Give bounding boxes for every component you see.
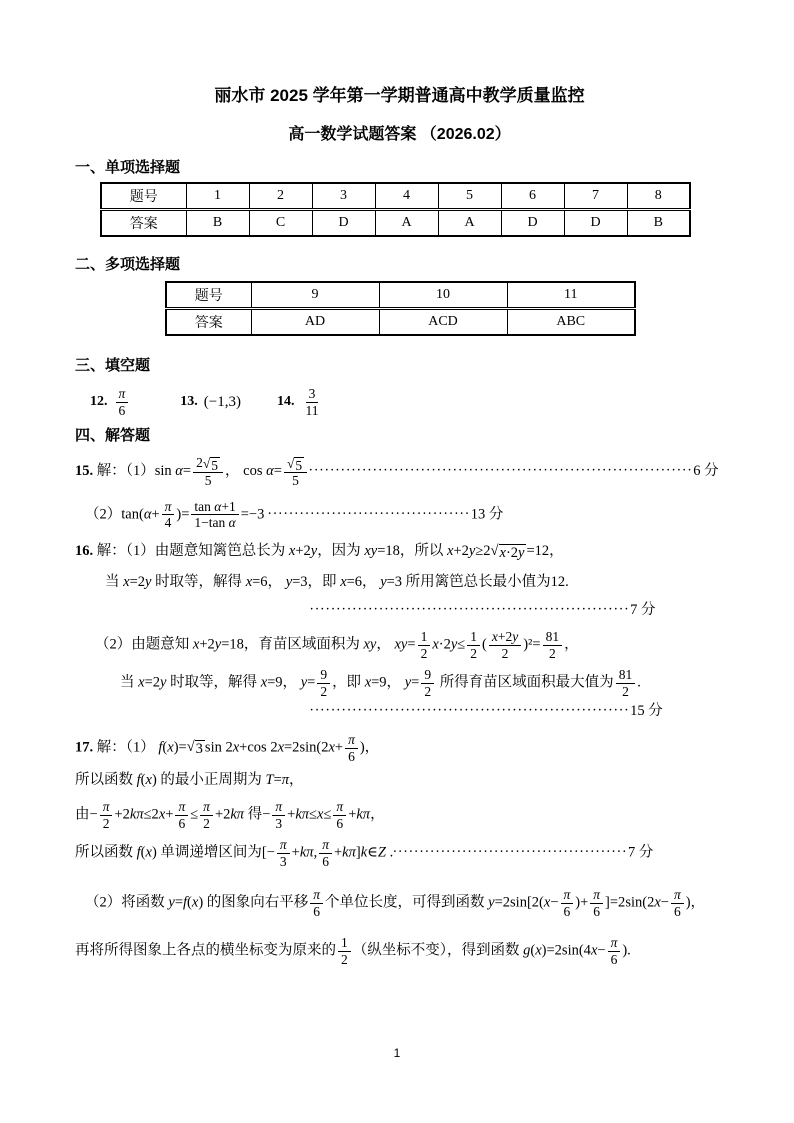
section-single-choice-label: 一、单项选择题: [75, 159, 181, 176]
solution-line-q17-2: 所以函数 f(x) 的最小正周期为 T=π，: [75, 772, 304, 789]
fill-in-answer: (−1,3): [203, 393, 241, 410]
solution-line-q17-1: 17. 解：（1） f(x)= √ 3 sin 2x+cos 2x=2sin(2x+ $\frac{\pi}{6}$ )，: [75, 732, 380, 764]
solution-line-q16-4: （2）由题意知 x+2y=18，育苗区域面积为 xy， xy= $\frac{1}{2}$ x·2y≤ $\frac{1}{2}$ ( $\frac{x+2y}{2}$ )²= $\frac{81}{2}$ ，: [95, 629, 579, 661]
table-cell: C: [249, 210, 312, 237]
row-header-cell: 题号: [101, 183, 186, 210]
single-choice-answer-table: [100, 182, 691, 237]
section-solutions-label: 四、解答题: [75, 427, 151, 444]
section-fill-in-label: 三、填空题: [75, 357, 151, 374]
table-cell: AD: [251, 309, 379, 336]
fill-in-number: 12.: [90, 394, 108, 409]
table-cell: B: [627, 210, 690, 237]
table-row-answers: [166, 309, 635, 336]
document-title: 丽水市 2025 学年第一学期普通高中教学质量监控: [214, 86, 585, 105]
solution-line-q16-5: 当 x=2y 时取等，解得 x=9， y= $\frac{9}{2}$ ，即 x=9， y= $\frac{9}{2}$ 所得育苗区域面积最大值为 $\frac{81}{2}$ .: [120, 667, 641, 699]
fill-in-item-14: [277, 385, 324, 419]
table-cell: 3: [312, 183, 375, 210]
solution-line-q17-5: （2）将函数 y=f(x) 的图象向右平移 $\frac{\pi}{6}$ 个单位长度，可得到函数 y=2sin[2(x− $\frac{\pi}{6}$ )+ $\frac{\pi}{6}$ ]=2sin(2x− $\frac{\pi}{6}$ )，: [85, 887, 706, 919]
fill-in-item-12: [90, 385, 130, 419]
solution-line-q17-3: 由− $\frac{\pi}{2}$ +2kπ≤2x+ $\frac{\pi}{6}$ ≤ $\frac{\pi}{2}$ +2kπ 得− $\frac{\pi}{3}$ +kπ≤x≤ $\frac{\pi}{6}$ +kπ，: [75, 799, 385, 831]
table-cell: 5: [438, 183, 501, 210]
fill-in-answers: [75, 380, 724, 424]
table-cell: 7: [564, 183, 627, 210]
table-cell: ACD: [379, 309, 507, 336]
table-cell: D: [312, 210, 375, 237]
row-header-cell: 题号: [166, 282, 251, 309]
solution-line-q16-2: 当 x=2y 时取等，解得 x=6， y=3，即 x=6， y=3 所用篱笆总长最小值为12.: [105, 573, 569, 590]
document-subtitle: 高一数学试题答案 （2026.02）: [288, 126, 511, 143]
solution-line-q15-2: （2）tan(α+ $\frac{\pi}{4}$ )= $\frac{\text{tan α+1}}{\text{1−tan α}}$ =−3 ······································13 分: [85, 498, 504, 531]
table-cell: ABC: [507, 309, 635, 336]
table-cell: 9: [251, 282, 379, 309]
page-number: 1: [393, 1046, 401, 1060]
fill-in-answer: $\frac{3}{11}$: [305, 385, 319, 418]
fill-in-item-13: [180, 394, 241, 411]
solution-line-q16-3: ····························································7 分: [310, 602, 656, 619]
solution-line-q16-1: 16. 解：（1）由题意知篱笆总长为 x+2y，因为 xy=18，所以 x+2y≥2 √ x·2y =12，: [75, 542, 564, 561]
solution-line-q17-4: 所以函数 f(x) 单调递增区间为[− $\frac{\pi}{3}$ +kπ, $\frac{\pi}{6}$ +kπ]k∈Z .············································7 分: [75, 837, 654, 869]
fill-in-answer: $\frac{\pi}{6}$: [114, 385, 131, 419]
table-cell: B: [186, 210, 249, 237]
fill-in-number: 14.: [276, 394, 295, 409]
solution-line-q16-6: ····························································15 分: [310, 703, 663, 720]
table-cell: 8: [627, 183, 690, 210]
table-cell: 4: [375, 183, 438, 210]
multi-choice-answer-table: [165, 281, 636, 336]
table-row-question-numbers: [166, 282, 635, 309]
table-cell: D: [501, 210, 564, 237]
table-cell: A: [375, 210, 438, 237]
table-cell: 2: [249, 183, 312, 210]
fill-in-number: 13.: [180, 394, 198, 409]
table-row-question-numbers: [101, 183, 690, 210]
solution-line-q15-1: 15. 解：（1）sin α= 2 √ 5 5 ， cos α= √ 5 5 ········································································6 分: [75, 455, 719, 489]
table-cell: 1: [186, 183, 249, 210]
table-cell: D: [564, 210, 627, 237]
solution-line-q17-6: 再将所得图象上各点的横坐标变为原来的 $\frac{1}{2}$ （纵坐标不变），得到函数 g(x)=2sin(4x− $\frac{\pi}{6}$ ).: [75, 935, 631, 967]
table-cell: 6: [501, 183, 564, 210]
table-row-answers: [101, 210, 690, 237]
row-header-cell: 答案: [101, 210, 186, 237]
table-cell: 11: [507, 282, 635, 309]
table-cell: A: [438, 210, 501, 237]
table-cell: 10: [379, 282, 507, 309]
section-multi-choice-label: 二、多项选择题: [75, 256, 181, 273]
row-header-cell: 答案: [166, 309, 251, 336]
